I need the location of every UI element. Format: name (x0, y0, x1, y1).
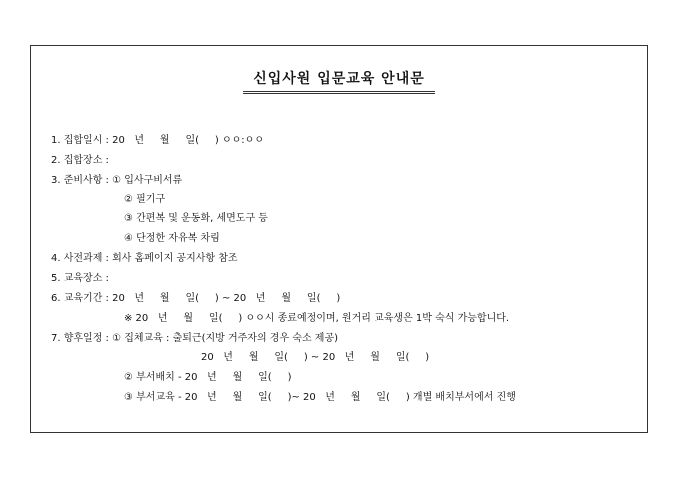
item-3-sub-4: ④ 단정한 자유복 차림 (124, 233, 220, 244)
document-frame (30, 45, 648, 433)
item-3-sub-2: ② 필기구 (124, 194, 166, 205)
title-wrapper (31, 68, 647, 94)
item-3-preparations: 3. 준비사항 : ① 입사구비서류 (51, 175, 183, 186)
document-title: 신입사원 입문교육 안내문 (243, 68, 435, 94)
item-2-meeting-place: 2. 집합장소 : (51, 155, 109, 166)
item-6-note: ※ 20 년 월 일( ) ㅇㅇ시 종료예정이며, 원거리 교육생은 1박 숙식 가능합니다. (124, 313, 510, 324)
item-7-schedule: 7. 향후일정 : ① 집체교육 : 출퇴근(지방 거주자의 경우 숙소 제공) (51, 333, 339, 344)
item-7-sub-1-dates: 20 년 월 일( ) ~ 20 년 월 일( ) (201, 352, 430, 363)
item-4-pre-assignment: 4. 사전과제 : 회사 홈페이지 공지사항 참조 (51, 253, 238, 264)
item-7-sub-2: ② 부서배치 - 20 년 월 일( ) (124, 372, 292, 383)
item-6-education-period: 6. 교육기간 : 20 년 월 일( ) ~ 20 년 월 일( ) (51, 293, 341, 304)
item-5-education-place: 5. 교육장소 : (51, 273, 109, 284)
item-1-meeting-datetime: 1. 집합일시 : 20 년 월 일( ) ㅇㅇ:ㅇㅇ (51, 135, 264, 146)
item-3-sub-3: ③ 간편복 및 운동화, 세면도구 등 (124, 213, 268, 224)
item-7-sub-3: ③ 부서교육 - 20 년 월 일( )~ 20 년 월 일( ) 개별 배치부서에서 진행 (124, 392, 516, 403)
